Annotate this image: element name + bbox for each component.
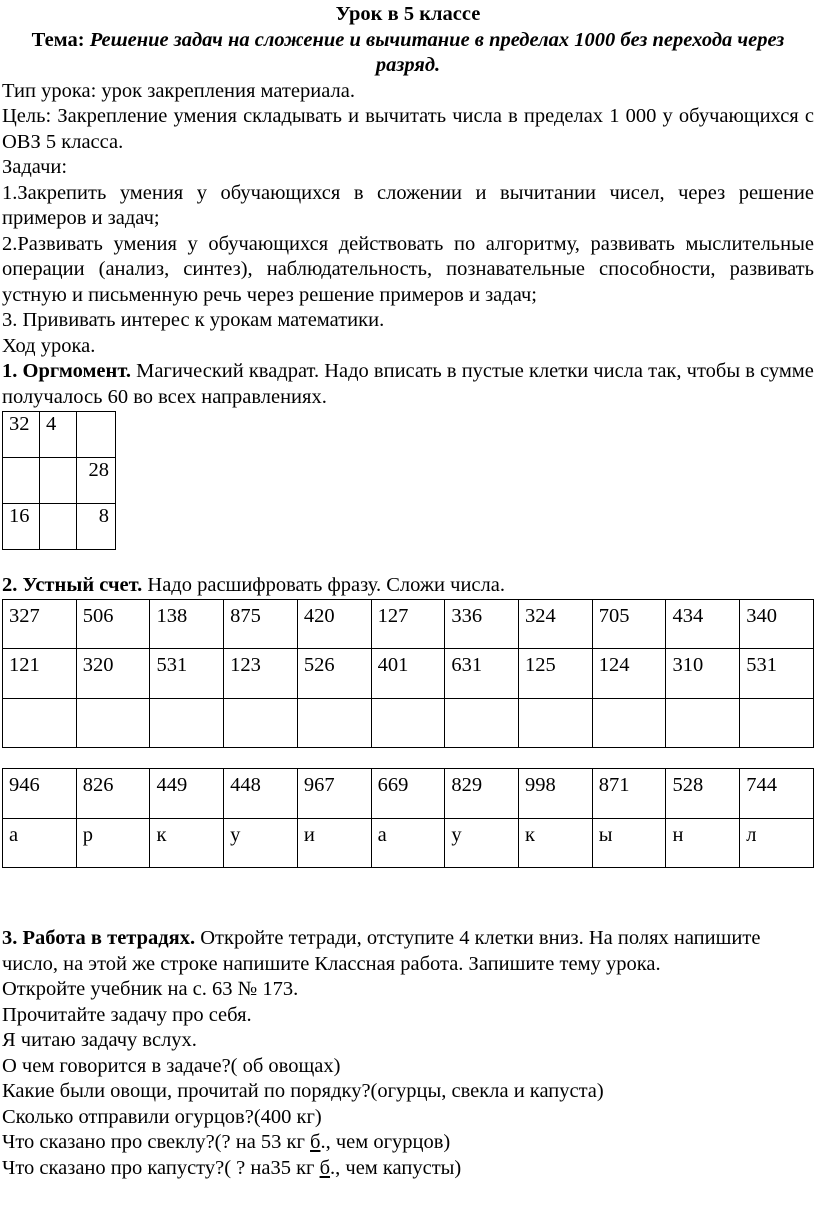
table-cell: 121 xyxy=(3,649,77,699)
table-row xyxy=(3,649,814,699)
table-cell xyxy=(519,698,593,748)
square-cell xyxy=(40,504,77,550)
table-cell: 506 xyxy=(76,599,150,649)
table-cell: 327 xyxy=(3,599,77,649)
table-cell: 829 xyxy=(445,769,519,819)
section-3-line: Я читаю задачу вслух. xyxy=(2,1029,197,1051)
lesson-theme xyxy=(0,28,816,79)
table-cell: 127 xyxy=(371,599,445,649)
table-cell xyxy=(297,698,371,748)
section-3-line: Прочитайте задачу про себя. xyxy=(2,1003,252,1026)
lesson-heading: Урок в 5 классе xyxy=(335,3,481,25)
square-cell: 32 xyxy=(3,412,40,458)
square-cell: 4 xyxy=(40,412,77,458)
document-page xyxy=(0,2,816,1181)
square-cell xyxy=(40,458,77,504)
table-cell: 123 xyxy=(224,649,298,699)
beet-text: Что сказано про свеклу?(? на 53 кг xyxy=(2,1131,311,1153)
table-cell xyxy=(371,698,445,748)
table-row xyxy=(3,769,814,819)
table-cell: к xyxy=(519,818,593,868)
table-cell: а xyxy=(371,818,445,868)
table-cell xyxy=(445,698,519,748)
beet-underlined: б xyxy=(310,1131,321,1153)
section-3-line: Сколько отправили огурцов?(400 кг) xyxy=(2,1105,322,1128)
table-cell xyxy=(592,698,666,748)
table-cell: р xyxy=(76,818,150,868)
table-cell: к xyxy=(150,818,224,868)
table-cell: 336 xyxy=(445,599,519,649)
table-cell: 871 xyxy=(592,769,666,819)
table-cell: 449 xyxy=(150,769,224,819)
cipher-table xyxy=(2,768,814,868)
table-cell: 669 xyxy=(371,769,445,819)
tasks-label: Задачи: xyxy=(2,156,68,178)
cabbage-text: Что сказано про капусту?( ? на35 кг xyxy=(2,1156,320,1179)
section-3-text xyxy=(0,926,816,977)
table-cell: 531 xyxy=(740,649,814,699)
lesson-course: Ход урока. xyxy=(2,334,96,357)
square-cell: 16 xyxy=(3,504,40,550)
section-1-body: Магический квадрат. Надо вписать в пустые клетки числа так, чтобы в сумме получалось 60 во всех направлениях. xyxy=(2,360,814,408)
spacer xyxy=(0,868,816,926)
table-cell: ы xyxy=(592,818,666,868)
table-cell: л xyxy=(740,818,814,868)
sum-table xyxy=(2,599,814,749)
spacer xyxy=(0,748,816,768)
task-2: 2.Развивать умения у обучающихся действовать по алгоритму, развивать мыслительные операции (анализ, синтез), наблюдательность, познавательные способности, развивать устную и письменную речь через решение примеров и задач; xyxy=(2,232,814,306)
section-3-line-cabbage xyxy=(0,1156,816,1182)
section-3-label: 3. Работа в тетрадях. xyxy=(2,927,196,949)
table-cell: 434 xyxy=(666,599,740,649)
table-cell: 138 xyxy=(150,599,224,649)
table-row xyxy=(3,412,116,458)
section-3-body: Откройте тетради, отступите 4 клетки вниз. На полях напишите число, на этой же строке напишите Классная работа. Запишите тему урока. xyxy=(2,927,761,975)
table-cell xyxy=(150,698,224,748)
table-cell: 526 xyxy=(297,649,371,699)
section-3-line: О чем говорится в задаче?( об овощах) xyxy=(2,1054,341,1077)
section-2-text xyxy=(0,573,816,599)
cabbage-text-end: ., чем капусты) xyxy=(330,1156,462,1179)
spacer xyxy=(0,550,816,573)
table-cell: 124 xyxy=(592,649,666,699)
table-cell: 946 xyxy=(3,769,77,819)
table-cell xyxy=(3,698,77,748)
theme-label: Тема: xyxy=(31,28,90,51)
table-cell: и xyxy=(297,818,371,868)
section-1-text xyxy=(0,359,816,410)
square-cell: 28 xyxy=(77,458,116,504)
table-cell: 420 xyxy=(297,599,371,649)
table-cell: 531 xyxy=(150,649,224,699)
task-3: 3. Прививать интерес к урокам математики. xyxy=(2,309,385,331)
square-cell xyxy=(3,458,40,504)
table-cell xyxy=(740,698,814,748)
table-cell: 401 xyxy=(371,649,445,699)
section-3-line: Какие были овощи, прочитай по порядку?(огурцы, свекла и капуста) xyxy=(2,1080,604,1102)
section-3-line-beet xyxy=(0,1130,816,1156)
table-cell xyxy=(76,698,150,748)
table-cell: н xyxy=(666,818,740,868)
task-1: 1.Закрепить умения у обучающихся в сложении и вычитании чисел, через решение примеров и задач; xyxy=(2,181,814,229)
table-cell: 998 xyxy=(519,769,593,819)
section-3-line: Откройте учебник на с. 63 № 173. xyxy=(2,978,299,1000)
table-cell: 631 xyxy=(445,649,519,699)
table-cell: 826 xyxy=(76,769,150,819)
cabbage-underlined: б xyxy=(319,1156,331,1179)
table-row xyxy=(3,504,116,550)
section-2-body: Надо расшифровать фразу. Сложи числа. xyxy=(142,574,505,596)
table-cell: у xyxy=(224,818,298,868)
beet-text-end: ., чем огурцов) xyxy=(320,1131,451,1153)
table-cell xyxy=(224,698,298,748)
table-row xyxy=(3,599,814,649)
section-1-label: 1. Оргмомент. xyxy=(2,360,131,382)
magic-square xyxy=(2,411,116,550)
lesson-goal: Цель: Закрепление умения складывать и вычитать числа в пределах 1 000 у обучающихся с ОВЗ 5 класса. xyxy=(2,105,814,153)
table-row xyxy=(3,698,814,748)
table-cell xyxy=(666,698,740,748)
table-cell: 320 xyxy=(76,649,150,699)
theme-text: Решение задач на сложение и вычитание в пределах 1000 без перехода через разряд. xyxy=(89,28,785,76)
table-cell: 340 xyxy=(740,599,814,649)
table-cell: 967 xyxy=(297,769,371,819)
table-cell: 310 xyxy=(666,649,740,699)
section-2-label: 2. Устный счет. xyxy=(2,574,143,596)
table-cell: 744 xyxy=(740,769,814,819)
table-cell: 448 xyxy=(224,769,298,819)
table-cell: 125 xyxy=(519,649,593,699)
table-row xyxy=(3,458,116,504)
table-cell: 875 xyxy=(224,599,298,649)
lesson-type: Тип урока: урок закрепления материала. xyxy=(2,79,355,102)
table-cell: 705 xyxy=(592,599,666,649)
table-cell: а xyxy=(3,818,77,868)
square-cell xyxy=(77,412,116,458)
table-cell: 324 xyxy=(519,599,593,649)
table-row xyxy=(3,818,814,868)
table-cell: 528 xyxy=(666,769,740,819)
table-cell: у xyxy=(445,818,519,868)
square-cell: 8 xyxy=(77,504,116,550)
